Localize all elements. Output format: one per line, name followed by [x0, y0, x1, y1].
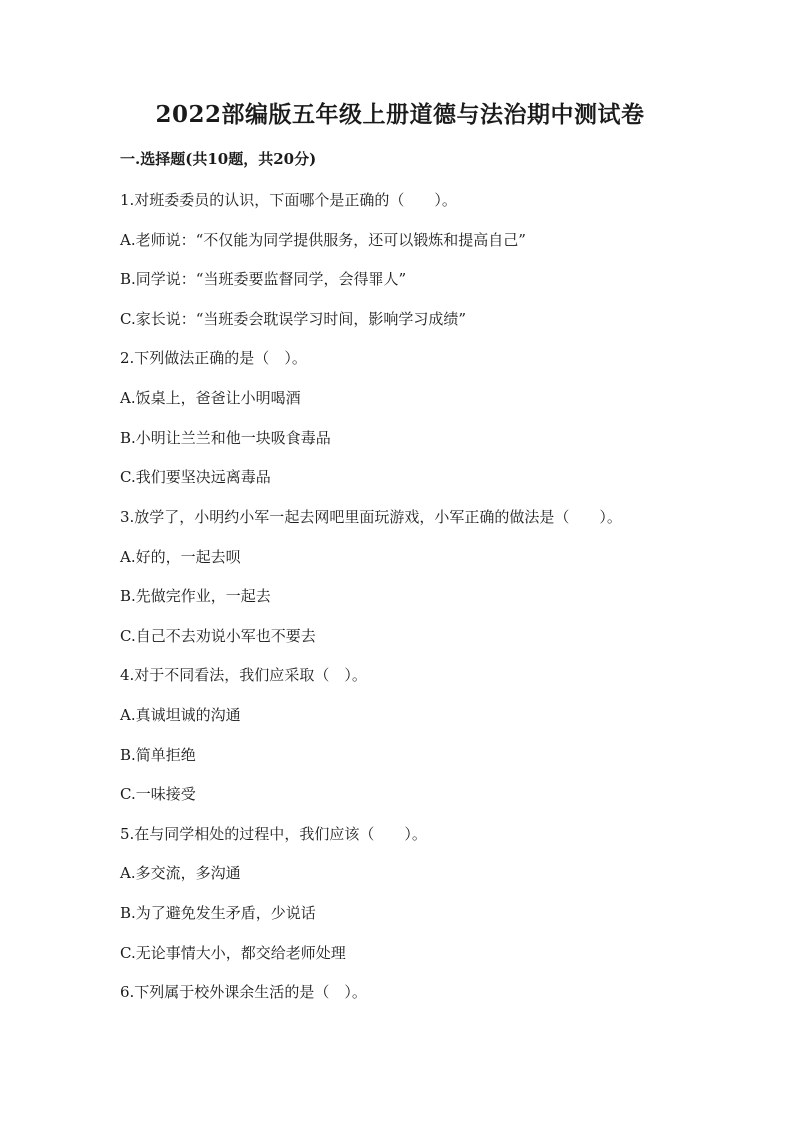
question-3-option-c: C.自己不去劝说小军也不要去 [120, 627, 316, 645]
question-4-option-a: A.真诚坦诚的沟通 [120, 706, 241, 724]
question-4-stem: 4.对于不同看法，我们应采取（ ）。 [120, 666, 367, 684]
question-3-option-b: B.先做完作业，一起去 [120, 587, 271, 605]
question-1-option-a: A.老师说：“不仅能为同学提供服务，还可以锻炼和提高自己” [120, 231, 526, 249]
question-5-stem: 5.在与同学相处的过程中，我们应该（ ）。 [120, 825, 427, 843]
question-2-stem: 2.下列做法正确的是（ ）。 [120, 349, 307, 367]
question-1-stem: 1.对班委委员的认识，下面哪个是正确的（ ）。 [120, 191, 457, 209]
question-1-option-b: B.同学说：“当班委要监督同学，会得罪人” [120, 270, 407, 288]
page-title: 2022部编版五年级上册道德与法治期中测试卷 [155, 101, 645, 128]
question-3-option-a: A.好的，一起去呗 [120, 548, 241, 566]
question-3-stem: 3.放学了，小明约小军一起去网吧里面玩游戏，小军正确的做法是（ ）。 [120, 508, 622, 526]
question-4-option-b: B.简单拒绝 [120, 746, 196, 764]
question-5-option-b: B.为了避免发生矛盾，少说话 [120, 904, 316, 922]
question-5-option-a: A.多交流，多沟通 [120, 864, 241, 882]
question-2-option-b: B.小明让兰兰和他一块吸食毒品 [120, 429, 331, 447]
question-2-option-a: A.饭桌上，爸爸让小明喝酒 [120, 389, 301, 407]
question-1-option-c: C.家长说：“当班委会耽误学习时间，影响学习成绩” [120, 310, 467, 328]
question-6-stem: 6.下列属于校外课余生活的是（ ）。 [120, 983, 367, 1001]
question-4-option-c: C.一味接受 [120, 785, 196, 803]
question-5-option-c: C.无论事情大小，都交给老师处理 [120, 944, 346, 962]
section-heading: 一.选择题(共10题，共20分) [120, 150, 317, 168]
question-2-option-c: C.我们要坚决远离毒品 [120, 468, 271, 486]
